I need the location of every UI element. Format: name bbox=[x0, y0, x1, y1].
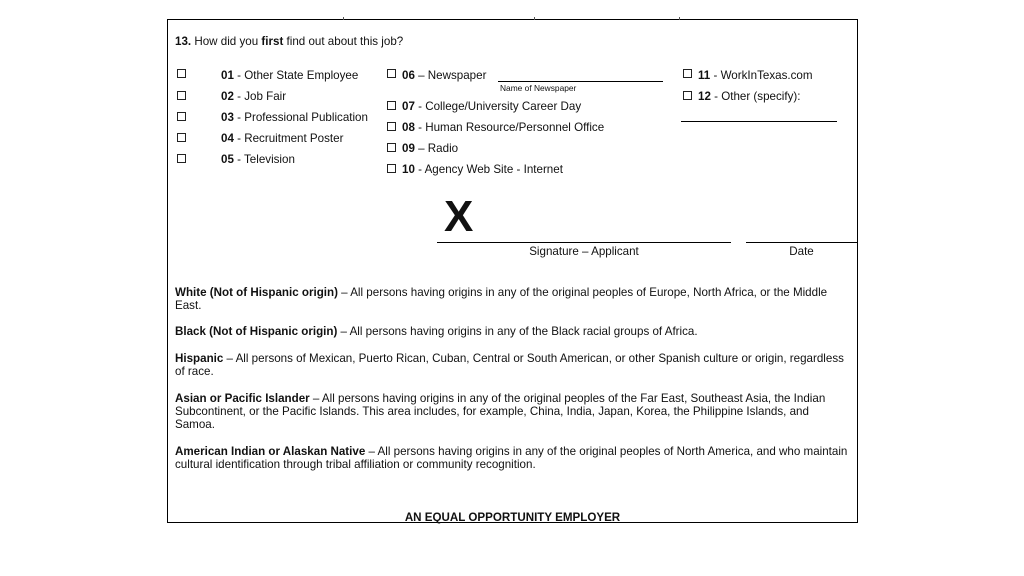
signature-label: Signature – Applicant bbox=[529, 245, 639, 258]
newspaper-name-caption: Name of Newspaper bbox=[500, 83, 577, 93]
page-edge-tick bbox=[343, 17, 344, 20]
checkbox-option-08[interactable] bbox=[387, 122, 396, 131]
question-number: 13. bbox=[175, 35, 192, 48]
question-text-start: How did you bbox=[194, 35, 259, 48]
checkbox-option-11[interactable] bbox=[683, 69, 692, 78]
checkbox-option-07[interactable] bbox=[387, 101, 396, 110]
checkbox-option-12[interactable] bbox=[683, 91, 692, 100]
option-02-label: 02 - Job Fair bbox=[221, 90, 287, 103]
question-text-emphasis: first bbox=[261, 35, 284, 48]
checkbox-option-03[interactable] bbox=[177, 112, 186, 121]
signature-line[interactable] bbox=[437, 242, 731, 243]
option-12-label: 12 - Other (specify): bbox=[698, 90, 801, 103]
option-05-label: 05 - Television bbox=[221, 153, 295, 166]
checkbox-option-05[interactable] bbox=[177, 154, 186, 163]
definition-asian-pacific-islander: Asian or Pacific Islander – All persons having origins in any of the original peoples of the Far East, Southeast Asia, the Indian Subcontinent, or the Pacific Islands. This area includes, for example, China, India, Japan, Korea, the Philippine Islands, and Samoa. bbox=[175, 392, 826, 431]
option-07-label: 07 - College/University Career Day bbox=[402, 100, 582, 113]
definition-hispanic: Hispanic – All persons of Mexican, Puerto Rican, Cuban, Central or South American, or other Spanish culture or origin, regardless of race. bbox=[175, 352, 844, 378]
date-label: Date bbox=[789, 245, 814, 258]
question-text-end: find out about this job? bbox=[286, 35, 404, 48]
option-09-label: 09 – Radio bbox=[402, 142, 459, 155]
page-edge-tick bbox=[679, 17, 680, 20]
definition-white: White (Not of Hispanic origin) – All persons having origins in any of the original peoples of Europe, North Africa, or the Middle East. bbox=[175, 286, 828, 312]
option-04-label: 04 - Recruitment Poster bbox=[221, 132, 344, 145]
question-13 bbox=[175, 35, 403, 48]
option-08-label: 08 - Human Resource/Personnel Office bbox=[402, 121, 605, 134]
definition-black: Black (Not of Hispanic origin) – All persons having origins in any of the Black racial groups of Africa. bbox=[175, 325, 698, 338]
option-10-label: 10 - Agency Web Site - Internet bbox=[402, 163, 563, 176]
option-03-label: 03 - Professional Publication bbox=[221, 111, 368, 124]
checkbox-option-04[interactable] bbox=[177, 133, 186, 142]
checkbox-option-10[interactable] bbox=[387, 164, 396, 173]
checkbox-option-06[interactable] bbox=[387, 69, 396, 78]
checkbox-option-02[interactable] bbox=[177, 91, 186, 100]
definition-american-indian: American Indian or Alaskan Native – All persons having origins in any of the original peoples of North America, and who maintain cultural identification through tribal affiliation or community recognition. bbox=[175, 445, 848, 471]
newspaper-name-line[interactable] bbox=[498, 81, 663, 82]
option-01-label: 01 - Other State Employee bbox=[221, 69, 359, 82]
other-specify-line[interactable] bbox=[681, 121, 837, 122]
page-edge-tick bbox=[534, 17, 535, 20]
option-11-label: 11 - WorkInTexas.com bbox=[698, 69, 813, 82]
checkbox-option-09[interactable] bbox=[387, 143, 396, 152]
equal-opportunity-footer: AN EQUAL OPPORTUNITY EMPLOYER bbox=[404, 511, 621, 524]
date-line[interactable] bbox=[746, 242, 857, 243]
option-06-label: 06 – Newspaper bbox=[402, 69, 487, 82]
checkbox-option-01[interactable] bbox=[177, 69, 186, 78]
signature-x-mark: X bbox=[444, 192, 474, 241]
application-form-page bbox=[167, 19, 858, 523]
